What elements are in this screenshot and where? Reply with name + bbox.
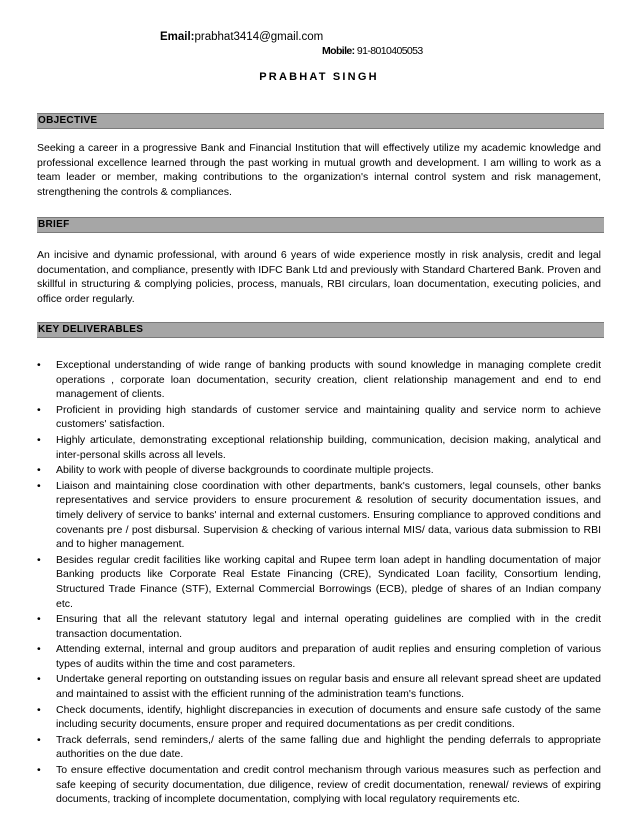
email-value[interactable]: prabhat3414@gmail.com	[194, 31, 324, 43]
list-item-text: Check documents, identify, highlight discrepancies in execution of documents and ensure safe custody of the same including security documents, ensure proper and required documentations as per credit conditions.	[56, 703, 601, 731]
bullet-icon: •	[37, 479, 41, 492]
list-item-text: Ability to work with people of diverse backgrounds to coordinate multiple projects.	[56, 464, 434, 477]
list-item	[37, 358, 601, 402]
deliverables-list	[37, 358, 601, 808]
list-item	[37, 553, 601, 611]
bullet-icon: •	[37, 733, 41, 746]
list-item	[37, 763, 601, 807]
bullet-icon: •	[37, 464, 41, 477]
mobile-line	[322, 45, 423, 57]
section-title: BRIEF	[38, 219, 70, 230]
section-title: KEY DELIVERABLES	[38, 324, 144, 335]
email-line	[160, 31, 323, 43]
bullet-icon: •	[37, 703, 41, 716]
list-item-text: Besides regular credit facilities like working capital and Rupee term loan adept in handling documentation of major Banking products like Corporate Real Estate Financing (CRE), Syndicated Loan facility, Consortium lending, Structured Trade Finance (STF), External Commercial Borrowings (ECB), pledge of shares of an Indian company etc.	[56, 553, 601, 610]
mobile-label: Mobile:	[322, 45, 355, 57]
list-item-text: To ensure effective documentation and credit control mechanism through various measures such as perfection and safe keeping of security documentation, due diligence, review of credit documentation, renewal/ reviews of expiring documents, tracking of incomplete documentation, complying with local regulatory requirements etc.	[56, 764, 601, 806]
bullet-icon: •	[37, 643, 41, 656]
list-item-text: Attending external, internal and group auditors and preparation of audit replies and ensuring completion of various types of audits within the time and cost parameters.	[56, 643, 601, 670]
bullet-icon: •	[37, 359, 41, 371]
list-item	[37, 672, 601, 701]
mobile-value: 91-8010405053	[356, 45, 423, 57]
list-item	[37, 403, 601, 432]
list-item-text: Highly articulate, demonstrating exceptional relationship building, communication, decision making, analytical and inter-personal skills across all levels.	[56, 433, 601, 461]
list-item-text: Track deferrals, send reminders,/ alerts of the same falling due and highlight the pending deferrals to appropriate authorities on the due date.	[56, 733, 601, 761]
list-item-text: Exceptional understanding of wide range of banking products with sound knowledge in managing complete credit operations , corporate loan documentation, security creation, client relationship management and end to end management of clients.	[56, 359, 601, 401]
bullet-icon: •	[37, 673, 41, 686]
list-item-text: Undertake general reporting on outstanding issues on regular basis and ensure all relevant spread sheet are updated and maintained to assist with the efficient running of the administration team's functions.	[56, 673, 601, 701]
email-label: Email:	[160, 31, 195, 43]
bullet-icon: •	[37, 613, 41, 626]
candidate-name: PRABHAT SINGH	[259, 71, 379, 83]
list-item	[37, 479, 601, 552]
list-item-text: Liaison and maintaining close coordination with other departments, bank's customers, legal counsels, other banks representatives and service providers to ensure procurement & resolution of security documentation issues, and timely delivery of service to banks' internal and external customers. Ensuring compliance to approved conditions and covenants pre / post disbursal. Supervision & checking of various internal MIS/ data, various data submission to RBI and to higher management.	[56, 479, 601, 551]
list-item	[37, 433, 601, 462]
list-item	[37, 463, 601, 478]
list-item	[37, 642, 601, 671]
brief-text: An incisive and dynamic professional, with around 6 years of wide experience mostly in risk analysis, credit and legal documentation, and compliance, presently with IDFC Bank Ltd and previously with Standard Chartered Bank. Proven and skillful in structuring & complying policies, process, manuals, RBI circulars, loan documentation, executing policies, and office order regularly.	[37, 249, 601, 305]
bullet-icon: •	[37, 403, 41, 416]
list-item	[37, 703, 601, 732]
section-header-deliverables	[37, 322, 604, 338]
section-header-brief	[37, 217, 604, 233]
section-header-objective	[37, 113, 604, 129]
list-item	[37, 612, 601, 641]
list-item-text: Proficient in providing high standards of customer service and maintaining quality and service norm to achieve customers' satisfaction.	[56, 403, 601, 431]
bullet-icon: •	[37, 764, 41, 777]
objective-text: Seeking a career in a progressive Bank and Financial Institution that will effectively utilize my academic knowledge and professional excellence learned through the past working in mutual growth and development. I am willing to work as a team leader or member, making contributions to the organization's internal control system and risk management, strengthening the controls & compliances.	[37, 142, 601, 198]
list-item	[37, 733, 601, 762]
bullet-icon: •	[37, 433, 41, 446]
list-item-text: Ensuring that all the relevant statutory legal and internal operating guidelines are complied with in the credit transaction documentation.	[56, 613, 601, 640]
section-title: OBJECTIVE	[38, 115, 98, 126]
bullet-icon: •	[37, 553, 41, 566]
